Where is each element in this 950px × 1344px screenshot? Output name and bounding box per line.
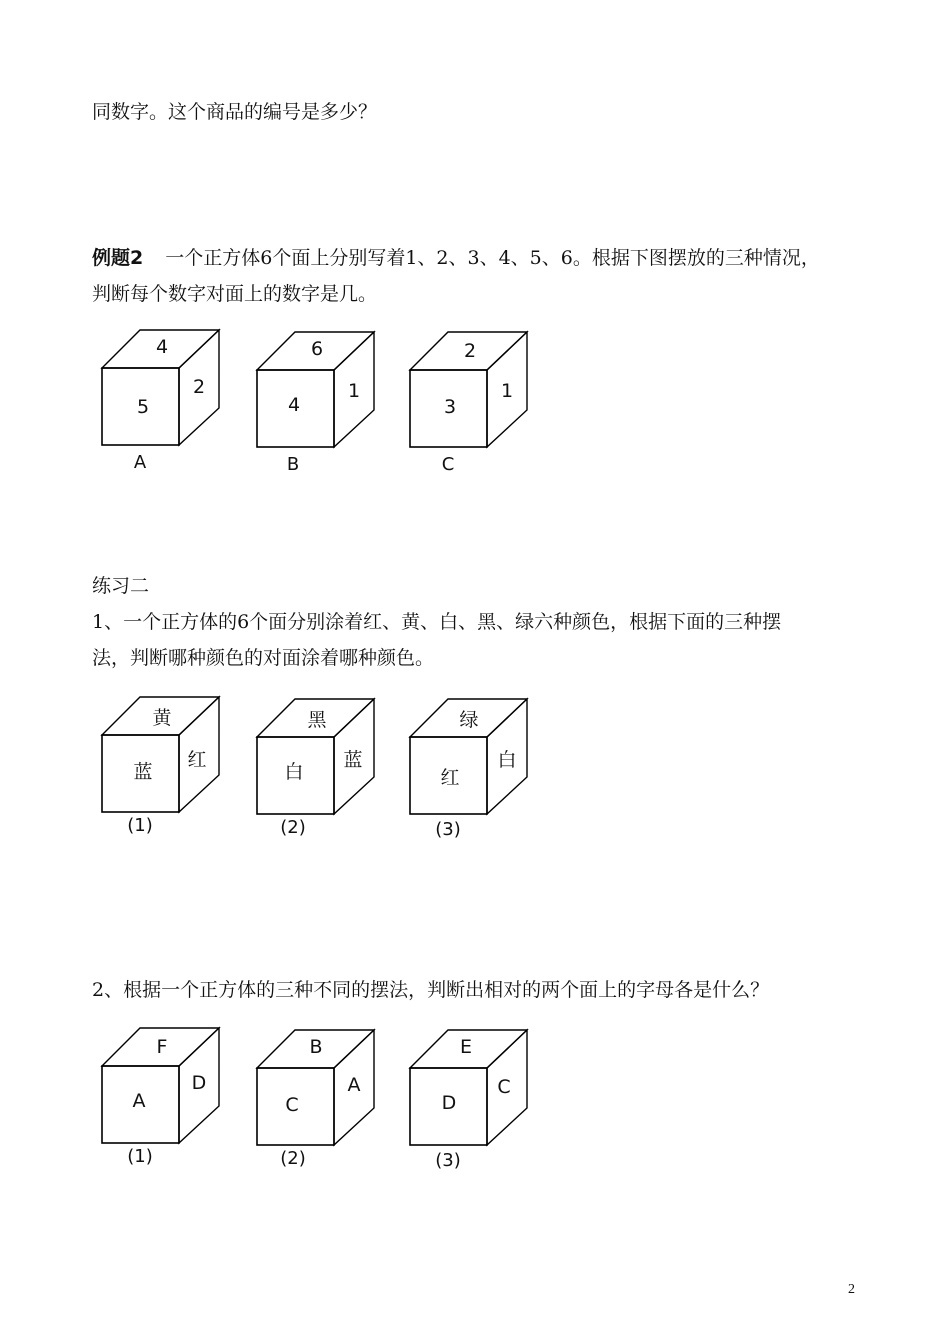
color-cube-3-right-face: 白	[497, 749, 517, 771]
intro-tail-text: 同数字。这个商品的编号是多少？	[92, 101, 378, 123]
cube-b	[255, 330, 395, 475]
letter-cube-2	[255, 1028, 395, 1173]
color-cube-3-front-face: 红	[440, 767, 460, 789]
practice2-title: 练习二	[92, 575, 150, 597]
cube-c	[408, 330, 548, 475]
letter-cube-1-front-face: A	[132, 1090, 146, 1112]
letter-cube-2-right-face: A	[347, 1074, 361, 1096]
letter-cube-2-caption: (2)	[280, 1148, 306, 1169]
page-number: 2	[848, 1282, 855, 1297]
letter-cube-1-caption: (1)	[127, 1146, 153, 1167]
color-cube-1-front-face: 蓝	[133, 761, 153, 783]
practice2-q1-line1: 1、一个正方体的6个面分别涂着红、黄、白、黑、绿六种颜色，根据下面的三种摆	[92, 611, 782, 633]
cube-a	[100, 328, 240, 473]
letter-cube-3-caption: (3)	[435, 1150, 461, 1171]
example2-question: 一个正方体6个面上分别写着1、2、3、4、5、6。根据下图摆放的三种情况，	[165, 247, 820, 269]
letter-cube-3-front-face: D	[441, 1092, 457, 1114]
example2-line2: 判断每个数字对面上的数字是几。	[92, 283, 378, 305]
cube-c-front-face: 3	[443, 396, 457, 418]
color-cube-3-caption: (3)	[435, 819, 461, 840]
color-cube-2-right-face: 蓝	[343, 749, 363, 771]
letter-cube-3-right-face: C	[497, 1076, 511, 1098]
letter-cube-2-top-face: B	[309, 1036, 323, 1058]
example2-line1	[92, 240, 820, 276]
cube-c-top-face: 2	[463, 340, 477, 362]
cube-a-top-face: 4	[155, 336, 169, 358]
cube-a-right-face: 2	[192, 376, 206, 398]
letter-cube-1	[100, 1026, 240, 1171]
color-cube-1-top-face: 黄	[152, 707, 172, 729]
practice2-q1-line2: 法，判断哪种颜色的对面涂着哪种颜色。	[92, 647, 435, 669]
cube-b-top-face: 6	[310, 338, 324, 360]
example2-label: 例题2	[92, 247, 144, 269]
color-cube-3-top-face: 绿	[459, 709, 479, 731]
color-cube-2-top-face: 黑	[307, 709, 327, 731]
color-cube-2-front-face: 白	[284, 761, 304, 783]
letter-cube-1-top-face: F	[156, 1036, 168, 1058]
cube-c-caption: C	[441, 454, 455, 475]
letter-cube-3-top-face: E	[459, 1036, 472, 1058]
letter-cube-1-right-face: D	[191, 1072, 207, 1094]
cube-a-caption: A	[133, 452, 147, 473]
practice2-q2-line1: 2、根据一个正方体的三种不同的摆法，判断出相对的两个面上的字母各是什么？	[92, 979, 770, 1001]
letter-cube-2-front-face: C	[285, 1094, 299, 1116]
letter-cube-3	[408, 1028, 548, 1173]
color-cube-1-right-face: 红	[187, 749, 207, 771]
cube-b-caption: B	[286, 454, 300, 475]
color-cube-3	[408, 697, 548, 842]
cube-c-right-face: 1	[500, 380, 514, 402]
color-cube-1-caption: (1)	[127, 815, 153, 836]
cube-b-right-face: 1	[347, 380, 361, 402]
color-cube-2	[255, 697, 395, 842]
cube-b-front-face: 4	[287, 394, 301, 416]
cube-a-front-face: 5	[136, 396, 150, 418]
color-cube-2-caption: (2)	[280, 817, 306, 838]
color-cube-1	[100, 695, 240, 840]
